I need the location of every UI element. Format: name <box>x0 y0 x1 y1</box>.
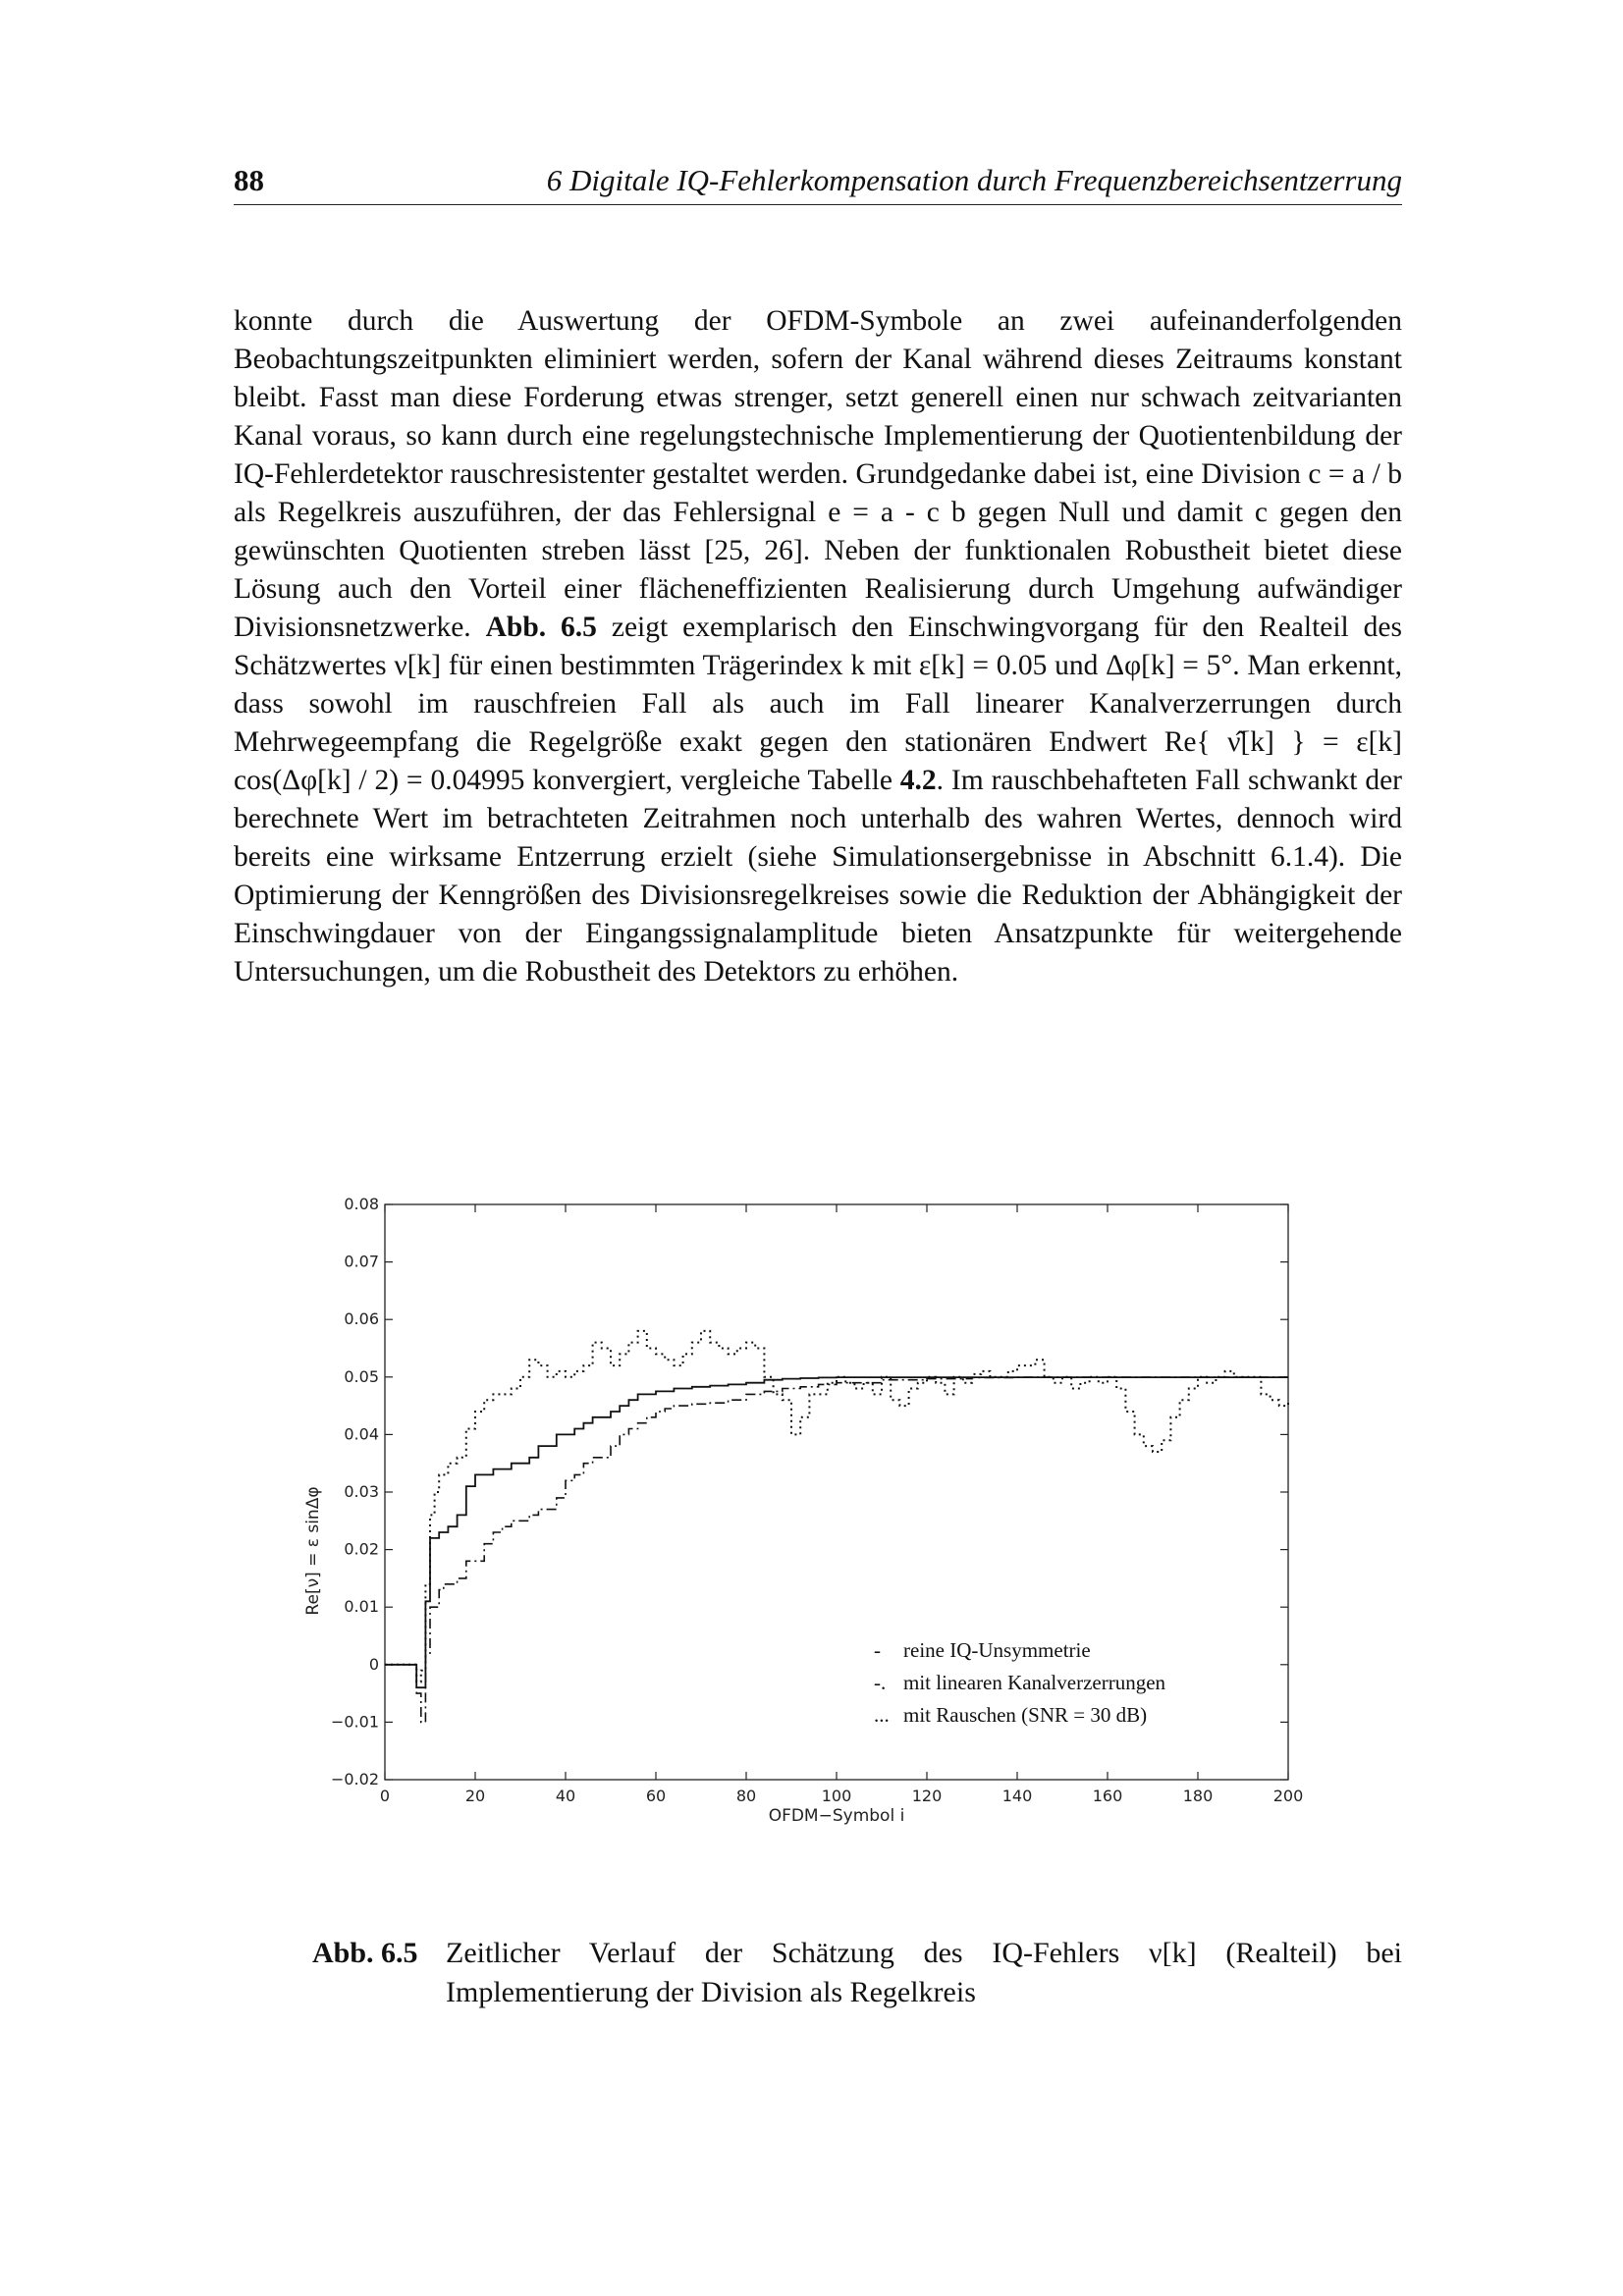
y-tick-label: 0.04 <box>344 1424 379 1444</box>
x-tick-label: 80 <box>735 1787 757 1805</box>
x-tick-label: 60 <box>645 1787 667 1805</box>
x-tick-label: 160 <box>1092 1787 1123 1805</box>
body-text-part-1: konnte durch die Auswertung der OFDM-Symbole an zwei aufeinanderfolgenden Beobachtungszeitpunkten eliminiert werden, sofern der Kanal während dieses Zeitraums konstant bleibt. Fasst man diese Forderung etwas strenger, setzt generell einen nur schwach zeitvarianten Kanal voraus, so kann durch eine regelungstechnische Implementierung der Quotientenbildung der IQ-Fehlerdetektor rauschresistenter gestaltet werden. Grundgedanke dabei ist, eine Division c = a / b als Regelkreis auszuführen, der das Fehlersignal e = a - c b gegen Null und damit c gegen den gewünschten Quotienten streben lässt [25, 26]. Neben der funktionalen Robustheit bietet diese Lösung auch den Vorteil einer flächeneffizienten Realisierung durch Umgehung aufwändiger Divisionsnetzwerke. <box>234 305 1402 643</box>
caption-text: Zeitlicher Verlauf der Schätzung des IQ-Fehlers ν[k] (Realteil) bei Implementierung der Division als Regelkreis <box>446 1937 1402 2008</box>
y-tick-label: 0.08 <box>344 1195 379 1213</box>
legend-marker-2: -. <box>874 1671 887 1694</box>
y-axis-label: Re[ν] = ε sinΔφ <box>303 1486 323 1616</box>
y-tick-label: 0.07 <box>344 1252 379 1271</box>
x-tick-label: 20 <box>464 1787 486 1805</box>
y-tick-label: −0.01 <box>330 1712 379 1732</box>
series-line-1 <box>385 1377 1288 1687</box>
figure-6-5 <box>295 1183 1335 1831</box>
legend-label-2: mit linearen Kanalverzerrungen <box>903 1671 1166 1694</box>
y-tick-label: 0 <box>368 1654 379 1674</box>
figure-reference[interactable]: Abb. 6.5 <box>485 612 597 643</box>
y-tick-label: 0.01 <box>344 1597 379 1617</box>
caption-label: Abb. 6.5 <box>312 1937 418 1969</box>
y-tick-label: 0.05 <box>344 1366 379 1386</box>
line-chart <box>295 1183 1335 1831</box>
page-number: 88 <box>234 163 264 197</box>
x-tick-label: 120 <box>911 1787 943 1805</box>
legend-marker-1: - <box>874 1638 881 1662</box>
page-header <box>234 161 1402 205</box>
x-tick-label: 100 <box>821 1787 852 1805</box>
legend-label-3: mit Rauschen (SNR = 30 dB) <box>903 1703 1148 1727</box>
legend-label-1: reine IQ-Unsymmetrie <box>903 1638 1091 1662</box>
y-tick-label: −0.02 <box>330 1770 379 1789</box>
table-reference[interactable]: 4.2 <box>899 765 937 796</box>
body-paragraph <box>234 302 1402 991</box>
y-tick-label: 0.06 <box>344 1309 379 1329</box>
body-text-part-2: zeigt exemplarisch den Einschwingvorgang für den Realteil des Schätzwertes ν[k] für einen bestimmten Trägerindex k mit ε[k] = 0.05 und Δφ[k] = 5°. Man erkennt, dass sowohl im rauschfreien Fall als auch im Fall linearer Kanalverzerrungen durch Mehrwegeempfang die Regelgröße exakt gegen den stationären Endwert Re{ ν̂[k] } = ε[k] cos(Δφ[k] / 2) = 0.04995 konvergiert, vergleiche Tabelle <box>234 612 1403 796</box>
x-tick-label: 40 <box>555 1787 576 1805</box>
x-tick-label: 180 <box>1182 1787 1214 1805</box>
figure-caption <box>312 1934 1402 2012</box>
x-tick-label: 0 <box>379 1787 391 1805</box>
y-tick-label: 0.02 <box>344 1539 379 1559</box>
body-text-part-3: . Im rauschbehafteten Fall schwankt der berechnete Wert im betrachteten Zeitrahmen noch unterhalb des wahren Wertes, dennoch wird bereits eine wirksame Entzerrung erzielt (siehe Simulationsergebnisse in Abschnitt 6.1.4). Die Optimierung der Kenngrößen des Divisionsregelkreises sowie die Reduktion der Abhängigkeit der Einschwingdauer von der Eingangssignalamplitude bieten Ansatzpunkte für weitergehende Untersuchungen, um die Robustheit des Detektors zu erhöhen. <box>234 765 1402 988</box>
x-axis-label: OFDM−Symbol i <box>768 1806 905 1826</box>
y-tick-label: 0.03 <box>344 1482 379 1501</box>
x-tick-label: 140 <box>1001 1787 1033 1805</box>
running-title: 6 Digitale IQ-Fehlerkompensation durch Frequenzbereichsentzerrung <box>546 163 1402 197</box>
x-tick-label: 200 <box>1272 1787 1304 1805</box>
legend-marker-3: ... <box>874 1703 890 1727</box>
